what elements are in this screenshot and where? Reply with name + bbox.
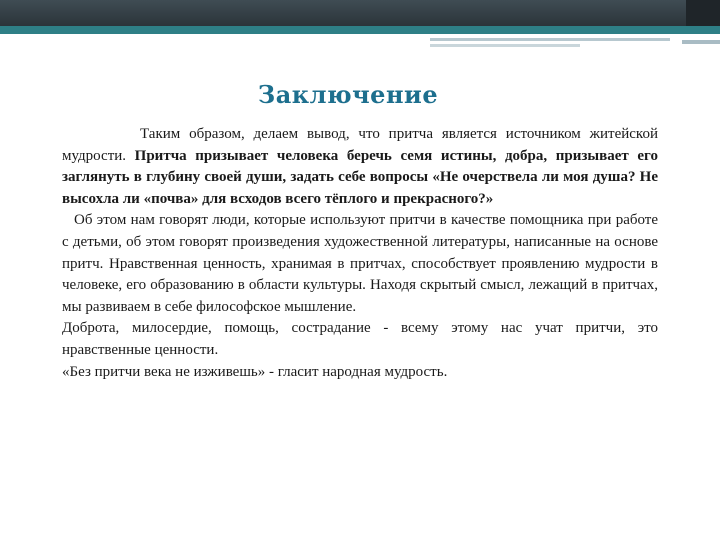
decorative-line (682, 40, 720, 44)
slide-body (62, 124, 658, 383)
decorative-line (430, 44, 580, 47)
paragraph-2: Об этом нам говорят люди, которые используют притчи в качестве помощника при работе с детьми, об этом говорят произведения художественной литературы, написанные на основе притч. Нравственная ценность, хранимая в притчах, способствует проявлению мудрости в человеке, его образованию в области культуры. Находя скрытый смысл, лежащий в притчах, мы развиваем в себе философское мышление. (62, 212, 658, 315)
paragraph-1 (62, 124, 658, 210)
paragraph-1-lead: Таким образом, делаем вывод, что притча является источником житейской мудрости. (62, 126, 658, 164)
paragraph-4: «Без притчи века не изживешь» - гласит народная мудрость. (62, 363, 448, 380)
top-bar-corner (686, 0, 720, 26)
paragraph-1-bold: Притча призывает человека беречь семя истины, добра, призывает его заглянуть в глубину своей души, задать себе вопросы «Не очерствела ли моя душа? Не высохла ли «почва» для всходов всего тёплого и прекрасного?» (62, 147, 658, 207)
paragraph-3: Доброта, милосердие, помощь, сострадание - всему этому нас учат притчи, это нравственные ценности. (62, 320, 658, 358)
slide-top-bar (0, 0, 720, 26)
slide-title: Заключение (257, 80, 439, 109)
teal-stripe (0, 26, 720, 34)
decorative-line (430, 38, 670, 41)
